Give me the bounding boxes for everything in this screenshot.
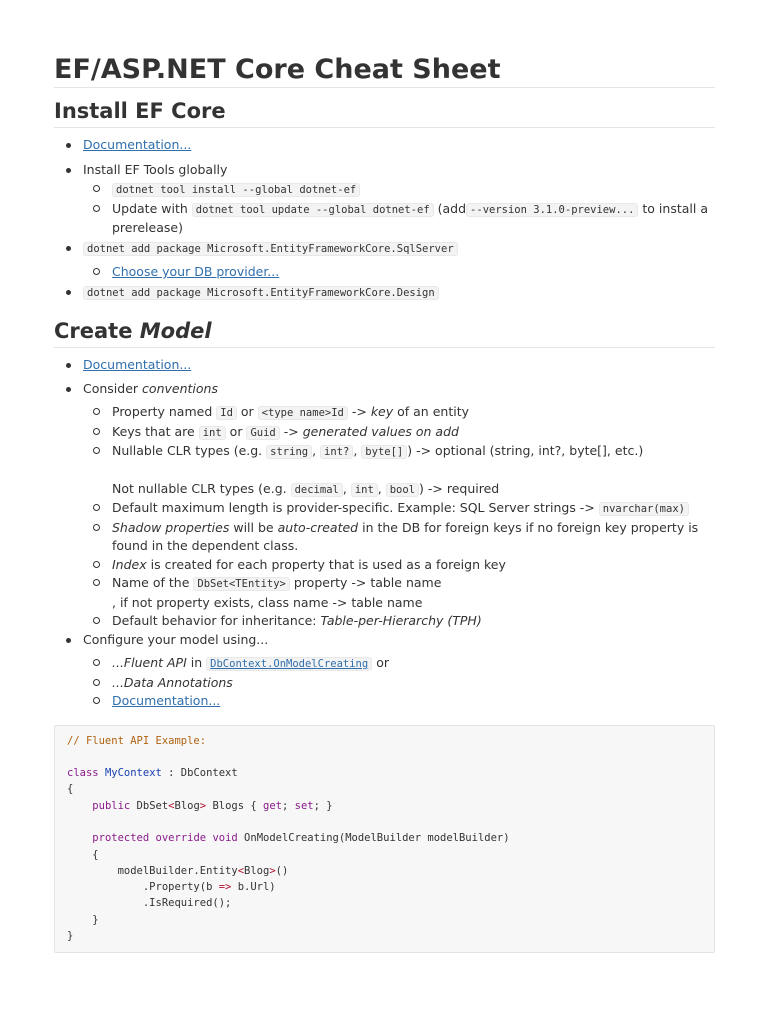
- text-emphasis: conventions: [142, 380, 218, 396]
- spacer: [112, 462, 715, 480]
- list-item: [54, 356, 715, 375]
- code-text: DbSet: [130, 799, 169, 812]
- text-emphasis: generated values on add: [302, 423, 459, 439]
- list-item: [54, 380, 715, 631]
- code-operator: >: [199, 799, 207, 812]
- text: in the DB for foreign keys if no foreign key property is found in the dependent class.: [112, 519, 699, 553]
- code-update-tool: dotnet tool update --global dotnet-ef: [192, 203, 434, 217]
- choose-provider-link[interactable]: Choose your DB provider...: [112, 264, 280, 279]
- code-inline: DbSet<TEntity>: [193, 577, 290, 591]
- code-text: ; }: [313, 799, 333, 812]
- code-operator: <: [168, 799, 175, 812]
- code-inline: Id: [216, 406, 237, 420]
- install-tools-text: Install EF Tools globally: [83, 161, 228, 177]
- list-item: [83, 654, 715, 674]
- code-inline: int?: [320, 445, 353, 459]
- code-text: }: [92, 913, 99, 926]
- code-inline: Guid: [246, 426, 279, 440]
- code-operator: <: [237, 864, 245, 877]
- code-operator: >: [269, 864, 276, 877]
- section-heading-model: [54, 316, 715, 348]
- heading-emphasis: Model: [139, 319, 212, 343]
- install-documentation-link[interactable]: Documentation...: [83, 137, 192, 152]
- text: will be: [233, 519, 274, 535]
- code-operator: =>: [218, 881, 232, 894]
- code-text: Blogs {: [206, 799, 264, 812]
- text: property -> table name: [293, 575, 442, 590]
- text: to install a prerelease): [112, 200, 708, 235]
- text: , if not property exists, class name -> table name: [112, 594, 423, 610]
- text-emphasis: Index: [112, 556, 147, 572]
- code-inline: byte[]: [361, 445, 407, 459]
- list-item: [54, 136, 715, 155]
- list-item: [54, 161, 715, 238]
- code-text: b.Url): [231, 881, 276, 894]
- code-keyword: protected: [92, 832, 150, 845]
- text: Nullable CLR types (e.g.: [112, 443, 263, 458]
- text: ) -> optional (string, int?, byte[], etc.): [407, 443, 644, 458]
- list-item: [83, 519, 715, 556]
- code-keyword: class: [67, 767, 99, 780]
- text: Name of the: [112, 575, 190, 590]
- model-list: [54, 356, 715, 711]
- code-block: [54, 725, 715, 954]
- code-keyword: override: [155, 832, 207, 845]
- page-title: EF/ASP.NET Core Cheat Sheet: [54, 0, 715, 88]
- code-text: : DbContext: [161, 767, 238, 780]
- text: (add: [437, 200, 467, 216]
- section-heading-install: Install EF Core: [54, 96, 715, 128]
- code-comment: // Fluent API Example:: [67, 734, 207, 747]
- list-item: [83, 674, 715, 693]
- code-inline: nvarchar(max): [599, 502, 689, 516]
- code-keyword: public: [92, 799, 131, 812]
- text: or: [240, 404, 254, 419]
- text: Update with: [112, 200, 188, 216]
- text: Property named: [112, 404, 213, 419]
- text: Not nullable CLR types (e.g.: [112, 480, 287, 496]
- list-item: [83, 200, 715, 238]
- code-text: modelBuilder.Entity: [117, 864, 238, 877]
- text-emphasis: auto-created: [277, 519, 359, 535]
- onmodelcreating-link[interactable]: DbContext.OnModelCreating: [206, 657, 372, 671]
- configure-documentation-link[interactable]: Documentation...: [112, 693, 221, 708]
- text-emphasis: ...Fluent API: [112, 655, 187, 670]
- code-text: Blog: [174, 799, 200, 812]
- code-text: (): [275, 864, 289, 877]
- text: Configure your model using...: [83, 631, 269, 647]
- code-inline: <type name>Id: [258, 406, 348, 420]
- text: or: [376, 655, 389, 670]
- text: Consider: [83, 380, 139, 396]
- list-item: [83, 423, 715, 443]
- list-item: [83, 574, 715, 612]
- text: ->: [283, 423, 299, 439]
- code-keyword: set: [294, 799, 314, 812]
- code-text: ;: [282, 799, 295, 812]
- code-text: .Property(b: [142, 881, 219, 894]
- text: is created for each property that is used as a foreign key: [150, 556, 506, 572]
- provider-sublist: [83, 263, 715, 282]
- code-keyword: get: [263, 799, 282, 812]
- text: or: [229, 423, 243, 439]
- code-type: MyContext: [104, 767, 162, 780]
- list-item: [54, 283, 715, 303]
- list-item: [83, 263, 715, 282]
- text-emphasis: key: [370, 404, 394, 419]
- list-item: [83, 612, 715, 631]
- code-keyword: void: [212, 832, 238, 845]
- list-item: Nullable CLR types (e.g. string , int? , byte[] ) -> optional (string, int?, byte[], etc.) Not nullable CLR types (e.g. decimal , int , bool ) -> required: [83, 442, 715, 499]
- text: ) -> required: [419, 480, 500, 496]
- heading-text: Create: [54, 319, 133, 343]
- code-inline: int: [351, 483, 378, 497]
- code-text: Blog: [244, 864, 270, 877]
- model-documentation-link[interactable]: Documentation...: [83, 357, 192, 372]
- text-emphasis: Table-per-Hierarchy (TPH): [320, 613, 482, 628]
- code-install-tool: dotnet tool install --global dotnet-ef: [112, 183, 360, 197]
- list-item: [54, 631, 715, 711]
- list-item: [54, 239, 715, 282]
- text-emphasis: Shadow properties: [112, 519, 230, 535]
- install-tools-sublist: [83, 180, 715, 238]
- configure-sublist: [83, 654, 715, 711]
- list-item: [83, 499, 715, 519]
- text: Keys that are: [112, 423, 195, 439]
- code-text: .IsRequired();: [142, 897, 232, 910]
- code-add-design: dotnet add package Microsoft.EntityFrameworkCore.Design: [83, 286, 439, 300]
- code-text: {: [92, 848, 99, 861]
- text-emphasis: ...Data Annotations: [112, 674, 233, 690]
- text: of an entity: [397, 404, 469, 419]
- conventions-sublist: [83, 403, 715, 631]
- text: Default maximum length is provider-specific. Example: SQL Server strings ->: [112, 500, 595, 515]
- code-inline: string: [266, 445, 312, 459]
- code-text: }: [67, 930, 74, 943]
- code-version: --version 3.1.0-preview...: [466, 203, 638, 217]
- list-item: [83, 180, 715, 200]
- install-list: [54, 136, 715, 302]
- code-inline: bool: [386, 483, 419, 497]
- code-add-sqlserver: dotnet add package Microsoft.EntityFrameworkCore.SqlServer: [83, 242, 458, 256]
- text: Default behavior for inheritance:: [112, 613, 317, 628]
- list-item: [83, 403, 715, 423]
- code-inline: int: [199, 426, 226, 440]
- text: in: [190, 655, 203, 670]
- list-item: [83, 556, 715, 575]
- list-item: [83, 692, 715, 711]
- code-inline: decimal: [291, 483, 343, 497]
- code-text: OnModelCreating(ModelBuilder modelBuilder): [237, 832, 510, 845]
- text: ->: [351, 404, 367, 419]
- code-text: {: [67, 783, 74, 796]
